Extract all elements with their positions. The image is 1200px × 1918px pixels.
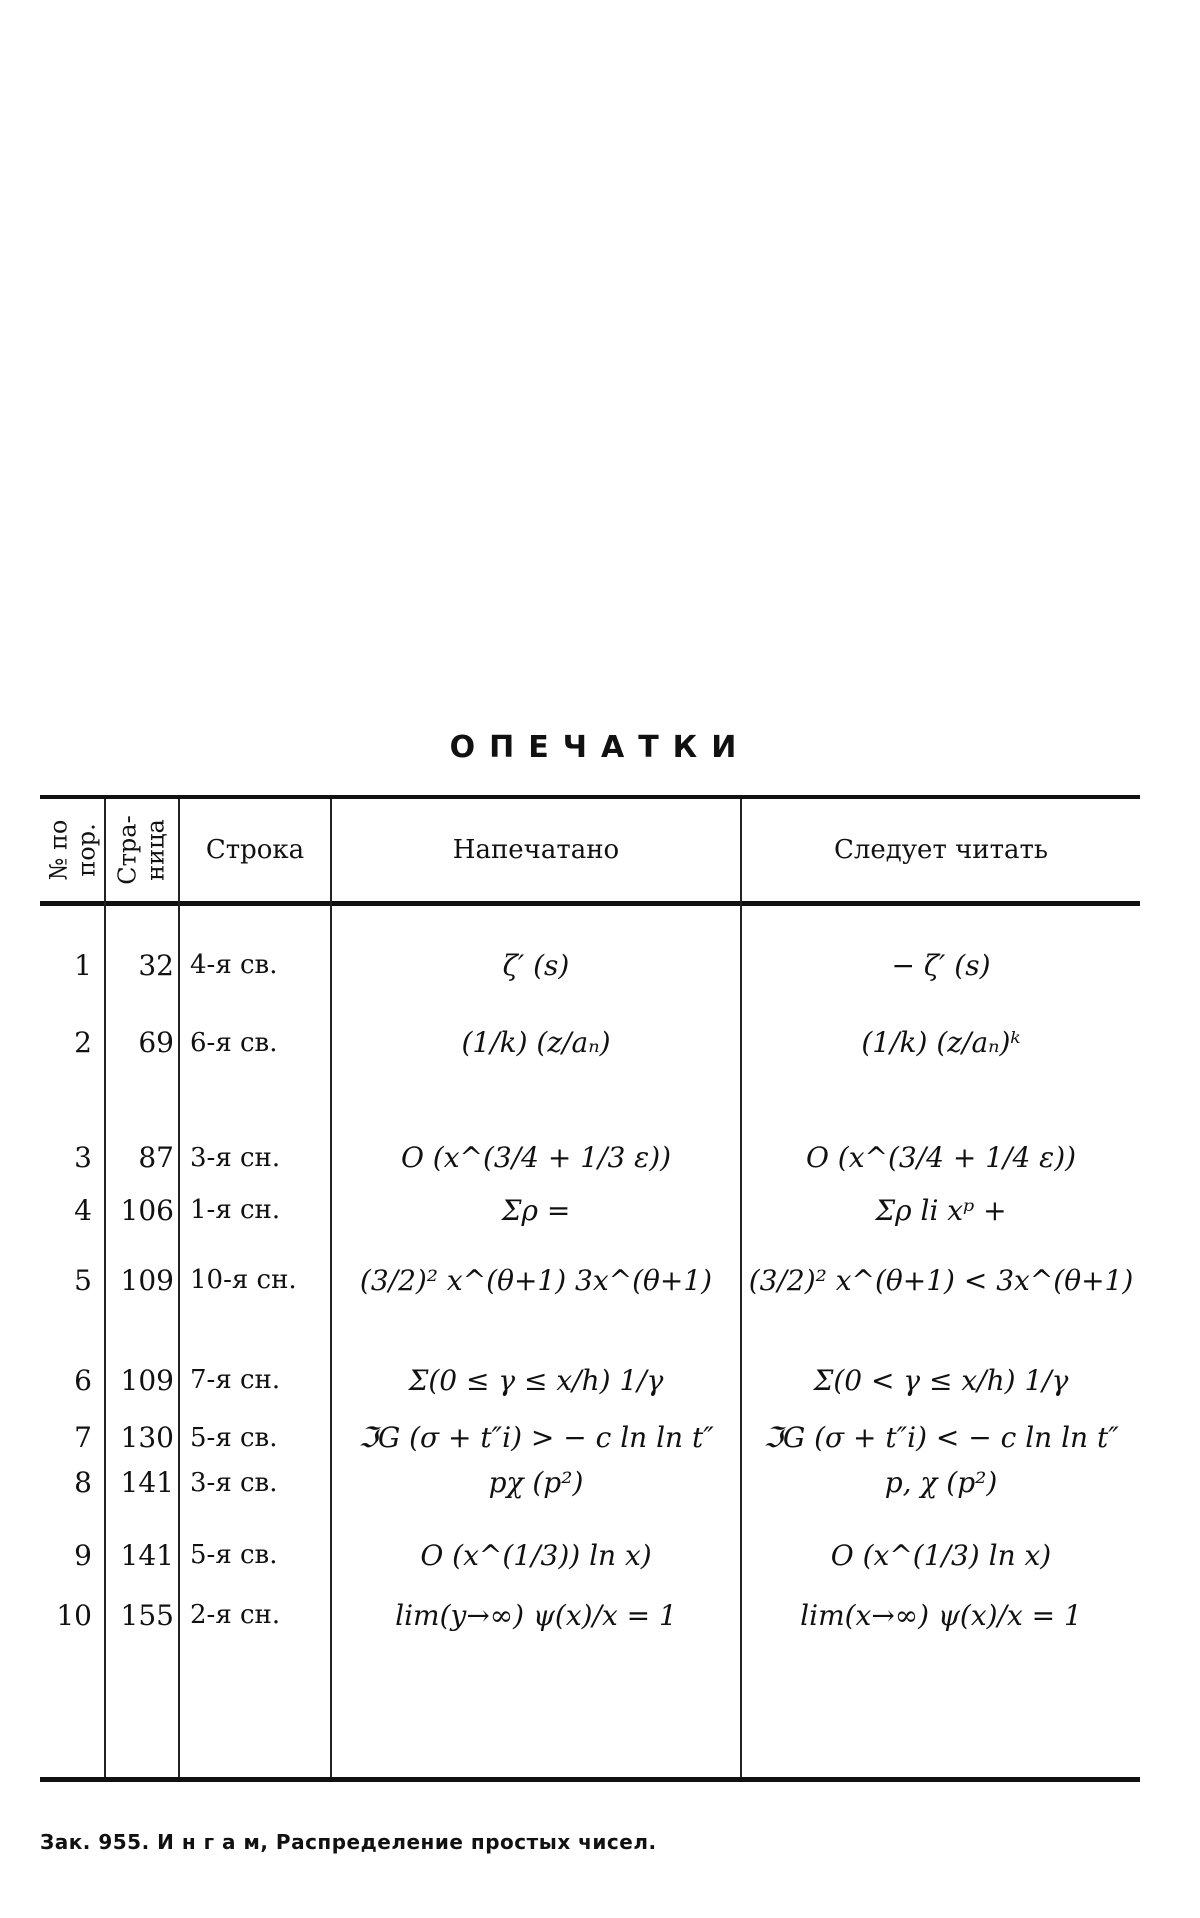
row-page: 130 [120,1421,174,1454]
row-line: 5-я св. [190,1422,278,1453]
row-number: 7 [74,1421,92,1454]
table-row [40,1565,1140,1665]
row-line: 6-я св. [190,1027,278,1058]
row-printed: (3/2)² x^(θ+1) 3x^(θ+1) [359,1263,713,1297]
row-printed: O (x^(3/4 + 1/3 ε)) [400,1141,672,1174]
row-line: 2-я сн. [190,1600,281,1630]
row-should-read: lim(x→∞) ψ(x)/x = 1 [800,1598,1082,1632]
row-should-read: O (x^(1/3) ln x) [830,1538,1052,1572]
row-printed: ζ′ (s) [502,948,570,982]
header-number: № по пор. [43,819,100,881]
row-line: 1-я сн. [190,1195,281,1225]
row-line: 5-я св. [190,1540,278,1570]
row-should-read: Σρ li xᵖ + [875,1193,1007,1227]
row-printed: Σρ = [501,1193,571,1227]
row-should-read: O (x^(3/4 + 1/4 ε)) [805,1141,1077,1174]
page-title: ОПЕЧАТКИ [449,730,751,765]
row-page: 106 [120,1193,174,1227]
row-page: 155 [120,1598,174,1632]
row-should-read: ℑG (σ + t″i) < − c ln ln t″ [763,1421,1119,1454]
row-page: 109 [120,1263,174,1297]
row-printed: Σ(0 ≤ γ ≤ x/h) 1/γ [408,1363,664,1397]
header-should-read: Следует читать [833,835,1049,865]
row-printed: ℑG (σ + t″i) > − c ln ln t″ [358,1421,714,1454]
table-row [40,1000,1140,1085]
row-should-read: p, χ (p²) [884,1466,998,1499]
row-page: 109 [120,1363,174,1397]
row-line: 3-я сн. [190,1142,281,1173]
row-page: 69 [138,1026,174,1059]
table-row [40,1175,1140,1245]
row-page: 87 [138,1141,174,1174]
row-number: 4 [74,1193,92,1227]
row-number: 2 [74,1026,92,1059]
row-should-read: − ζ′ (s) [891,948,991,982]
row-page: 32 [138,948,174,982]
table-row [40,1335,1140,1425]
row-line: 10-я сн. [190,1265,297,1295]
bottom-rule [40,1777,1140,1782]
table-row [40,1415,1140,1460]
row-number: 5 [74,1263,92,1297]
header-printed: Напечатано [452,835,620,865]
header-rule [40,901,1140,906]
row-line: 7-я сн. [190,1365,281,1395]
row-page: 141 [120,1538,174,1572]
row-number: 3 [74,1141,92,1174]
header-page: Стра- ница [113,815,170,885]
row-number: 8 [74,1466,92,1499]
row-printed: (1/k) (z/aₙ) [461,1026,611,1059]
row-number: 6 [74,1363,92,1397]
row-should-read: (3/2)² x^(θ+1) < 3x^(θ+1) [748,1263,1134,1297]
row-should-read: Σ(0 < γ ≤ x/h) 1/γ [813,1363,1069,1397]
table-row [40,1460,1140,1505]
row-number: 9 [74,1538,92,1572]
table-row [40,940,1140,990]
row-number: 10 [56,1598,92,1632]
row-should-read: (1/k) (z/aₙ)ᵏ [861,1026,1021,1059]
row-printed: pχ (p²) [488,1466,584,1499]
header-line: Строка [205,835,305,865]
row-number: 1 [74,948,92,982]
row-printed: O (x^(1/3)) ln x) [420,1538,652,1572]
imprint-footer: Зак. 955. И н г а м, Распределение простых чисел. [40,1830,657,1854]
row-line: 3-я св. [190,1467,278,1498]
row-page: 141 [120,1466,174,1499]
row-line: 4-я св. [190,950,278,980]
row-printed: lim(y→∞) ψ(x)/x = 1 [395,1598,677,1632]
table-row [40,1240,1140,1320]
